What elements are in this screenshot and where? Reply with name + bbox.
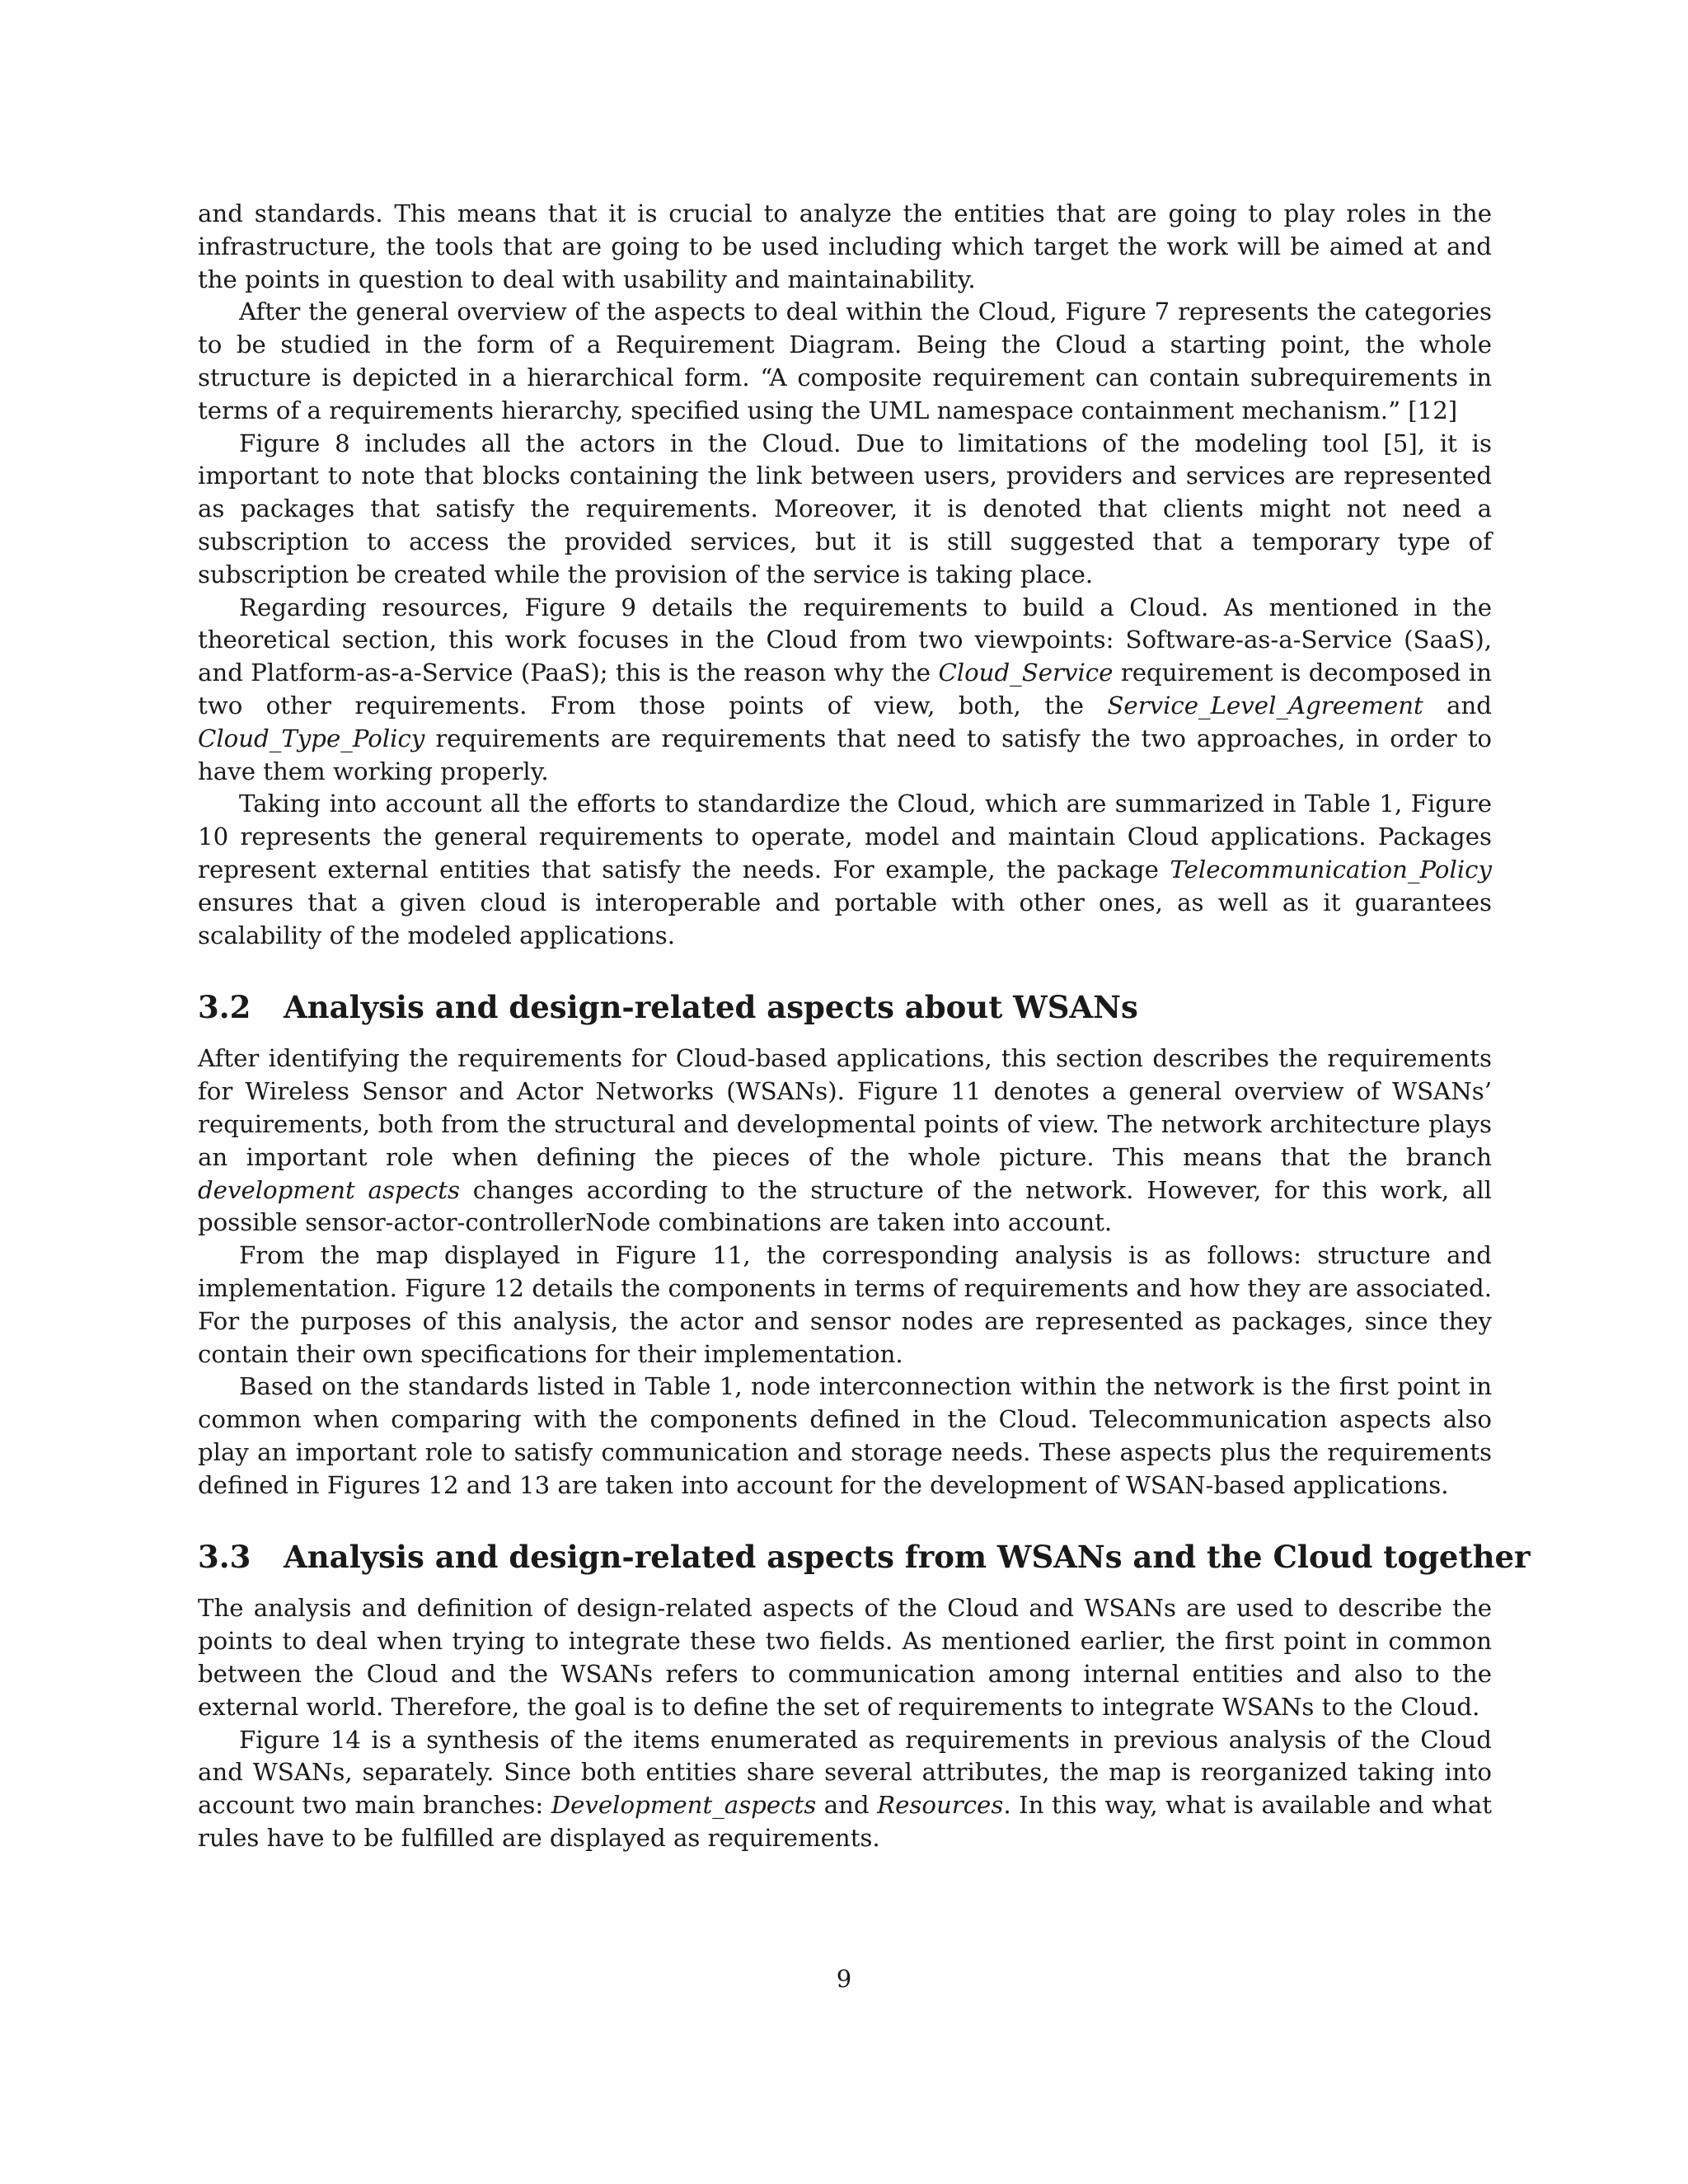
text-run: Figure 8 includes all the actors in the Cloud. Due to limitations of the modeling tool [5], it is important to note that blocks containing the link between users, providers and services are represented as packages that satisfy the requirements. Moreover, it is denoted that clients might not need a subscription to access the provided services, but it is still suggested that a temporary type of subscription be created while the provision of the service is taking place. — [198, 429, 1492, 588]
identifier-cloud-type-policy: Cloud_Type_Policy — [198, 724, 425, 752]
text-run: After the general overview of the aspects to deal within the Cloud, Figure 7 represents the categories to be studied in the form of a Requirement Diagram. Being the Cloud a starting point, the whole structure is depicted in a hierarchical form. “A composite requirement can contain subrequirements in terms of a requirements hierarchy, specified using the UML namespace containment mechanism.” [12] — [198, 298, 1492, 424]
page-number: 9 — [836, 1965, 852, 1993]
paragraph — [198, 428, 1492, 592]
text-run: . In this way, what is available and what rules have to be fulfilled are displayed as requirements. — [198, 1791, 1492, 1853]
text-run: Regarding resources, Figure 9 details the requirements to build a Cloud. As mentioned in the theoretical section, this work focuses in the Cloud from two viewpoints: Software-as-a-Service (SaaS), and Platform-as-a-Service (PaaS); this is the reason why the — [198, 593, 1492, 687]
identifier-telecommunication-policy: Telecommunication_Policy — [1170, 855, 1492, 883]
section-number: 3.3 — [198, 1539, 251, 1576]
text-run: changes according to the structure of the network. However, for this work, all possible sensor-actor-controllerNode combinations are taken into account. — [198, 1175, 1492, 1237]
section-title: Analysis and design-related aspects about WSANs — [284, 989, 1138, 1026]
section-heading — [198, 1538, 1531, 1576]
text-run: and standards. This means that it is crucial to analyze the entities that are going to play roles in the infrastructure, the tools that are going to be used including which target the work will be aimed at and the points in question to deal with usability and maintainability. — [198, 199, 1492, 293]
text-run: From the map displayed in Figure 11, the corresponding analysis is as follows: structure and implementation. Figure 12 details the components in terms of requirements and how they are associated. For the purposes of this analysis, the actor and sensor nodes are represented as packages, since they contain their own specifications for their implementation. — [198, 1241, 1492, 1368]
section-number: 3.2 — [198, 989, 251, 1026]
text-run: requirements are requirements that need to satisfy the two approaches, in order to have them working properly. — [198, 724, 1492, 785]
identifier-development-aspects: Development_aspects — [551, 1791, 817, 1820]
text-run: After identifying the requirements for Cloud-based applications, this section describes the requirements for Wireless Sensor and Actor Networks (WSANs). Figure 11 denotes a general overview of WSANs’ requirements, both from the structural and developmental points of view. The network architecture plays an important role when defining the pieces of the whole picture. This means that the branch — [198, 1044, 1492, 1171]
emphasis-development-aspects: development aspects — [198, 1175, 460, 1204]
text-run: ensures that a given cloud is interoperable and portable with other ones, as well as it guarantees scalability of the modeled applications. — [198, 888, 1492, 949]
page-body — [198, 198, 1531, 1855]
identifier-resources: Resources — [877, 1791, 1004, 1820]
text-run: and — [1423, 691, 1492, 719]
paragraph — [198, 1592, 1492, 1723]
section-title: Analysis and design-related aspects from WSANs and the Cloud together — [284, 1539, 1531, 1576]
paragraph — [198, 1724, 1492, 1855]
text-run: and — [816, 1791, 878, 1820]
paragraph — [198, 1371, 1492, 1502]
text-run: The analysis and definition of design-related aspects of the Cloud and WSANs are used to describe the points to deal when trying to integrate these two fields. As mentioned earlier, the first point in common between the Cloud and the WSANs refers to communication among internal entities and also to the external world. Therefore, the goal is to define the set of requirements to integrate WSANs to the Cloud. — [198, 1594, 1492, 1721]
paragraph — [198, 198, 1492, 296]
identifier-cloud-service: Cloud_Service — [938, 658, 1114, 687]
text-run: requirement is decomposed in two other requirements. From those points of view, both, the — [198, 658, 1492, 719]
paragraph — [198, 592, 1492, 789]
paragraph — [198, 788, 1492, 952]
text-run: Taking into account all the efforts to standardize the Cloud, which are summarized in Table 1, Figure 10 represents the general requirements to operate, model and maintain Cloud applications. Packages represent external entities that satisfy the needs. For example, the package — [198, 790, 1492, 883]
text-run: Figure 14 is a synthesis of the items enumerated as requirements in previous analysis of the Cloud and WSANs, separately. Since both entities share several attributes, the map is reorganized taking into account two main branches: — [198, 1725, 1492, 1820]
paragraph — [198, 296, 1492, 427]
text-run: Based on the standards listed in Table 1, node interconnection within the network is the first point in common when comparing with the components defined in the Cloud. Telecommunication aspects also play an important role to satisfy communication and storage needs. These aspects plus the requirements defined in Figures 12 and 13 are taken into account for the development of WSAN-based applications. — [198, 1372, 1492, 1499]
paragraph — [198, 1043, 1492, 1240]
paragraph — [198, 1240, 1492, 1371]
identifier-service-level-agreement: Service_Level_Agreement — [1107, 691, 1423, 719]
section-heading — [198, 988, 1492, 1026]
